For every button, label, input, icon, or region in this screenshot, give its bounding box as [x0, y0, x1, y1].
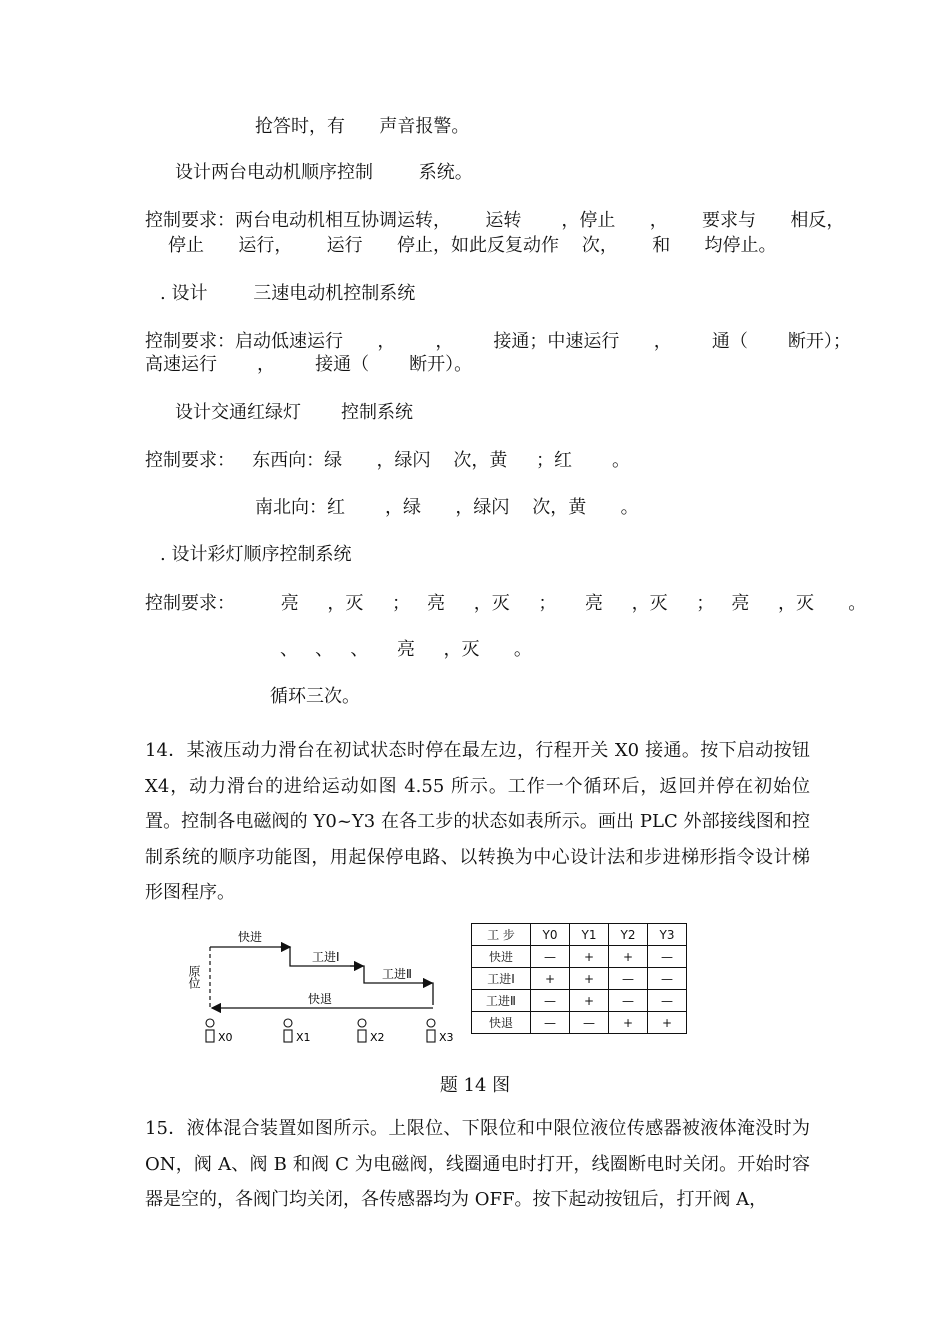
problem-14-text: 14．某液压动力滑台在初试状态时停在最左边，行程开关 X0 接通。按下启动按钮 X4，动力滑台的进给运动如图 4.55 所示。工作一个循环后，返回并停在初始位置。控制各电磁阀的 Y0~Y3 在各工步的状态如表所示。画出 PLC 外部接线图和控制系统的顺序功能图，用起保停电路、以转换为中心设计法和步进梯形指令设计梯形图程序。 [145, 740, 810, 903]
table-cell: + [648, 1012, 687, 1034]
switch-body-icon [358, 1030, 366, 1042]
table-cell: 快进 [472, 946, 531, 968]
table-row [472, 968, 687, 990]
switch-body-icon [427, 1030, 435, 1042]
switch-body-icon [206, 1030, 214, 1042]
limit-switch-icon [427, 1019, 435, 1027]
table-cell: 快退 [472, 1012, 531, 1034]
text-line: 抢答时，有 声音报警。 [255, 116, 470, 137]
text-line: 设计交通红绿灯 控制系统 [175, 402, 414, 423]
text-line: 南北向：红 ，绿 ，绿闪 次，黄 。 [255, 497, 639, 518]
label-origin: 原位 [187, 965, 201, 989]
table-header-cell: Y3 [648, 924, 687, 946]
table-cell: — [531, 990, 570, 1012]
table-cell: — [648, 968, 687, 990]
switch-label: X0 [218, 1031, 233, 1044]
table-row [472, 1012, 687, 1034]
table-cell: + [570, 946, 609, 968]
table-cell: 工进Ⅰ [472, 968, 531, 990]
table-cell: — [648, 990, 687, 1012]
switch-body-icon [284, 1030, 292, 1042]
text-line: 控制要求： 亮 ，灭 ； 亮 ，灭 ； 亮 ，灭 ； 亮 ，灭 。 [145, 593, 867, 614]
text-line: . 设计 三速电动机控制系统 [160, 283, 416, 304]
table-header-cell: Y0 [531, 924, 570, 946]
text-line: 设计两台电动机顺序控制 系统。 [175, 162, 473, 183]
text-line: 控制要求：启动低速运行 ， ， 接通；中速运行 ， 通（ 断开）； [145, 331, 851, 352]
limit-switch-icon [206, 1019, 214, 1027]
table-header-row [472, 924, 687, 946]
table-cell: — [531, 946, 570, 968]
table-cell: — [609, 990, 648, 1012]
limit-switch-icon [358, 1019, 366, 1027]
table-cell: — [648, 946, 687, 968]
table-cell: + [570, 968, 609, 990]
text-line: 控制要求：两台电动机相互协调运转， 运转 ，停止 ， 要求与 相反， [145, 210, 845, 231]
table-cell: + [570, 990, 609, 1012]
sliding-table-diagram [187, 925, 480, 1050]
valve-state-table [471, 923, 687, 1034]
table-cell: + [609, 1012, 648, 1034]
label-work2: 工进Ⅱ [382, 967, 412, 981]
text-line: 、 、 、 亮 ，灭 。 [280, 639, 532, 660]
problem-15-text: 15．液体混合装置如图所示。上限位、下限位和中限位液位传感器被液体淹没时为 ON，阀 A、阀 B 和阀 C 为电磁阀，线圈通电时打开，线圈断电时关闭。开始时容器是空的，各阀门均关闭，各传感器均为 OFF。按下起动按钮后，打开阀 A， [145, 1118, 810, 1210]
text-line: 高速运行 ， 接通（ 断开）。 [145, 354, 473, 375]
label-fast-forward: 快进 [238, 930, 263, 944]
label-fast-back: 快退 [308, 992, 333, 1006]
text-line: 循环三次。 [270, 686, 360, 707]
table-cell: — [570, 1012, 609, 1034]
label-work1: 工进Ⅰ [312, 950, 340, 964]
figure-caption: 题 14 图 [439, 1075, 511, 1096]
table-cell: — [531, 1012, 570, 1034]
table-cell: + [531, 968, 570, 990]
switch-label: X1 [296, 1031, 311, 1044]
table-header-cell: 工 步 [472, 924, 531, 946]
text-line: 停止 运行， 运行 停止，如此反复动作 次， 和 均停止。 [168, 235, 777, 256]
table-header-cell: Y2 [609, 924, 648, 946]
table-cell: — [609, 968, 648, 990]
switch-label: X3 [439, 1031, 454, 1044]
switch-label: X2 [370, 1031, 385, 1044]
table-cell: + [609, 946, 648, 968]
limit-switch-icon [284, 1019, 292, 1027]
table-row [472, 946, 687, 968]
text-line: . 设计彩灯顺序控制系统 [160, 544, 352, 565]
table-header-cell: Y1 [570, 924, 609, 946]
table-row [472, 990, 687, 1012]
text-line: 控制要求： 东西向：绿 ，绿闪 次，黄 ；红 。 [145, 450, 631, 471]
table-cell: 工进Ⅱ [472, 990, 531, 1012]
